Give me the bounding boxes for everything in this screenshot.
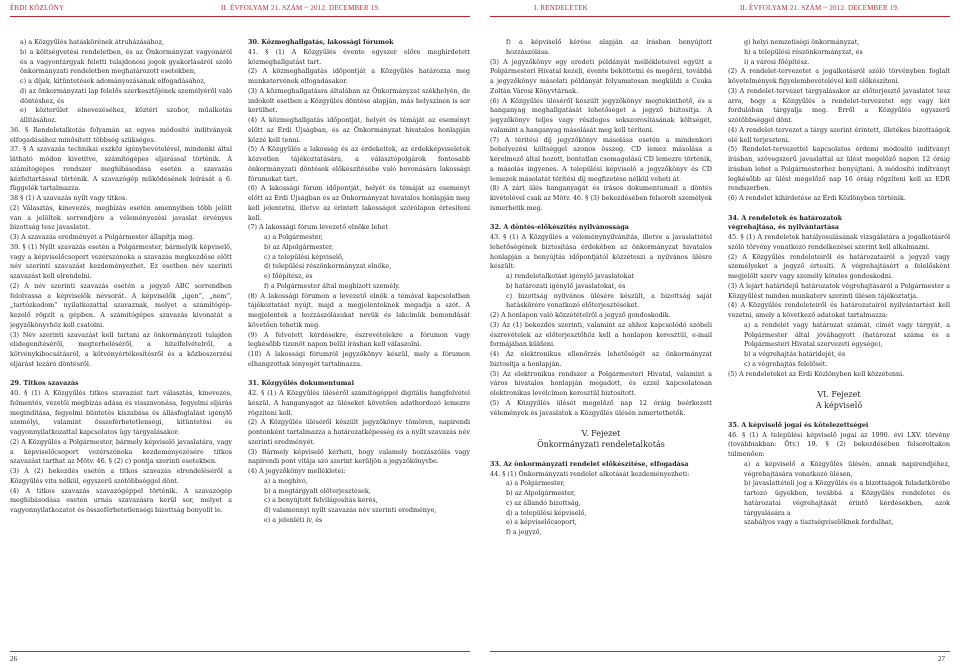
- text-column-3: [490, 38, 712, 646]
- paragraph: (2) A rendelet-tervezetet a jogalkotásról szóló törvényben foglalt követelmények figyelembevételével kell előkészíteni.: [728, 67, 950, 85]
- page-number: 26: [10, 655, 17, 663]
- spacer: [490, 418, 712, 428]
- paragraph: (10) A lakossági fórumról jegyzőkönyv készül, mely a fórumon elhangzottak lényegét tartalmazza.: [248, 350, 470, 368]
- paragraph: (4) A jegyzőkönyv mellékletei:: [248, 467, 346, 475]
- paragraph: 39. § (1) Nyílt szavazás esetén a Polgármester, bármelyik képviselő, vagy a képviselőcsoport vezérszónoka a szavazás megkezdése előtt név szerinti szavazást kezdeményezhet. Ez esetben név szerinti szavazást kell elrendelni.: [10, 242, 232, 280]
- publication-title: ÉRDI KÖZLÖNY: [10, 4, 65, 12]
- paragraph: 40. § (1) A Közgyűlés titkos szavazást tart választás, kinevezés, felmentés, vezetői megbízás adása és visszavonása, fegyelmi eljárás megindítása, fegyelmi büntetés kiszabása és állásfoglalást igénylő személyi, valamint összeférhetetlenségi, kitüntetési és vagyonnyilatkozattal kapcsolatos ügy tárgyalásakor.: [10, 389, 232, 436]
- paragraph: (4) A titkos szavazás szavazógéppel történik. A szavazógép meghibásodása esetén urnás szavazásra kerül sor, melyet a vagyonnyilatkozatot és összeférhetetlenségi bizottság bonyolít le.: [10, 486, 232, 514]
- paragraph: 36. § Rendeletalkotás folyamán az egyes módosító indítványok elfogadásához minősített többség szükséges.: [10, 125, 232, 144]
- chapter-heading: Önkormányzati rendeletalkotás: [537, 440, 665, 449]
- list-item: d) valamennyi nyílt szavazás név szerinti eredménye,: [264, 506, 437, 514]
- paragraph: 45. § (1) A rendeletek hatályosulásának vizsgálatára a jogalkotásról szóló törvény vonatkozó rendelkezései szerint kell alkalmazni.: [728, 233, 950, 251]
- paragraph: (8) A zárt ülés hanganyagát és írásos dokumentumait a döntés kivételével csak az Mötv. 46. § (3) bekezdésében felsorolt személyek ismerhetik meg.: [490, 184, 712, 212]
- list-item: a) rendeletalkotást igénylő javaslatokat: [506, 272, 634, 280]
- section-heading: végrehajtása, és nyilvántartása: [728, 223, 839, 232]
- list-item: e) főépítész, és: [264, 272, 313, 280]
- list-item: f) a képviselő kérése alapján az írásban benyújtott hozzászólása.: [506, 38, 712, 56]
- text-column-4: [728, 38, 950, 646]
- spacer: [728, 411, 950, 421]
- paragraph: (4) A Közgyűlés rendeleteiről és határozatairól nyilvántartást kell vezetni, amely a következő adatokat tartalmazza:: [728, 301, 950, 319]
- paragraph: (2) A Közgyűlés a Polgármester, bármely képviselő javaslatára, vagy a képviselőcsoport vezérszónoka kezdeményezésére titkos szavazást tarthat az Mötv. 46. § (2) c) pontja szerinti esetekben.: [10, 437, 232, 466]
- spacer: [248, 370, 470, 380]
- paragraph: (3) A (2) bekezdés esetén a titkos szavazás elrendeléséről a Közgyűlés vita nélkül, egyszerű szótöbbséggel dönt.: [10, 467, 232, 485]
- list-item: a) a Polgármester,: [264, 233, 323, 241]
- list-item: b) határozati igénylő javaslatokat, és: [506, 281, 626, 290]
- list-item: h) a települési részönkormányzat, és: [744, 47, 863, 56]
- list-item: g) helyi nemzetiségi önkormányzat,: [744, 38, 860, 46]
- list-item: b) az Alpolgármester,: [506, 489, 576, 497]
- chapter-heading: V. Fejezet: [581, 429, 621, 438]
- list-item: e) a jelenléti ív, és: [264, 515, 323, 524]
- paragraph: (2) Választás, kinevezés, megbízás esetén amennyiben több jelölt van a jelöltek sorrendjére a véleményezési javaslat érvényes bizottság tesz javaslatot.: [10, 203, 232, 232]
- paragraph: (4) A rendelet-tervezet a tárgy szerint érintett, illetékes bizottságok elé kell terjeszteni.: [728, 125, 950, 144]
- spacer: [728, 204, 950, 214]
- list-item: a) a Polgármester,: [506, 479, 565, 488]
- paragraph: (3) Név szerinti szavazást kell tartani az önkormányzati tulajdon elidegenítéséről, megterheléséről, a hitelfelvételről, a kötvénykibocsátásról, a kötvényértékesítésről és a közbeszerzési eljárást lezáró döntésről.: [10, 330, 232, 368]
- paragraph: (2) A név szerinti szavazás esetén a jegyző ABC sorrendben felolvassa a képviselők névsorát. A képviselők „igen”, „nem”, „tartózkodom” nyilatkozattal szavaznak, melyet a számítógép-kezelő rögzít a gépben. A számítógépes szavazás kivonatát a jegyzőkönyvhöz kell csatolni.: [10, 281, 232, 329]
- paragraph: (3) A lejárt határidejű határozatok végrehajtásáról a Polgármester a Közgyűlést minden munkaterv szerinti ülésen tájékoztatja.: [728, 281, 950, 300]
- list-item: d) települési részönkormányzat elnöke,: [264, 262, 392, 271]
- paragraph: 41. § (1) A Közgyűlés évente egyszer előre meghirdetett közmeghallgatást tart.: [248, 47, 470, 66]
- paragraph: (8) A lakossági fórumon a levezető elnök a témával kapcsolatban tájékoztatást nyújt, majd a megjelenteknek megadja a szót. A megjelentek a hozzászólásukat nevük és lakcímük bemondását követően tehetik meg.: [248, 291, 470, 329]
- footer-rule: [490, 651, 950, 652]
- list-item: b) a megtárgyalt előterjesztések,: [264, 486, 371, 495]
- list-item: b) az Alpolgármester,: [264, 242, 334, 251]
- paragraph: (4) Az elektronikus ellenőrzés lehetőségét az önkormányzat biztosítja a honlapján.: [490, 350, 712, 368]
- chapter-heading: VI. Fejezet: [817, 390, 861, 399]
- section-heading: 34. A rendeletek és határozatok: [728, 213, 843, 222]
- right-page: [480, 0, 960, 668]
- paragraph: (4) A közmeghallgatás időpontját, helyét és témáját az eseményt előtt az Érdi Újságban, és az Önkormányzat hivatalos honlapján közzé kell tenni.: [248, 116, 470, 144]
- spacer: [10, 370, 232, 380]
- section-heading: 35. A képviselő jogai és kötelezettségei: [728, 420, 869, 429]
- list-item: c) a benyújtott felvilágosítás kérés,: [264, 496, 378, 505]
- paragraph: (2) A honlapon való közzétételről a jegyző gondoskodik.: [490, 311, 671, 319]
- list-item: a) a rendelet vagy határozat számát, címét vagy tárgyát, a Polgármester által jóváhagyott (határozat száma és a Polgármesteri Hivatal szervezeti egysége),: [744, 320, 950, 349]
- list-item: d) az önkormányzati lap felelős szerkesztőjének személyéről való döntéshez, és: [20, 86, 232, 105]
- list-item: i) a városi főépítész.: [744, 57, 810, 66]
- issue-info: II. ÉVFOLYAM 21. SZÁM ~ 2012. DECEMBER 19.: [221, 4, 381, 12]
- footer-rule: [10, 651, 470, 652]
- section-heading: 32. A döntés-előkészítés nyilvánossága: [490, 223, 629, 232]
- paragraph: (5) A Közgyűlés a lakosság és az érdekeltek, az érdekképviseletek közvetlen tájékoztatására, a választópolgárok fontosabb önkormányzati döntések előkészítésébe való bevonására lakossági fórumokat tart.: [248, 145, 470, 183]
- paragraph: (3) Az (1) bekezdés szerinti, valamint az ahhoz kapcsolódó szóbeli észrevételek az előterjesztőhöz kell a honlapon keresztül, e-mail formájában küldeni.: [490, 320, 712, 349]
- issue-info: II. ÉVFOLYAM 21. SZÁM ~ 2012. DECEMBER 19.: [740, 4, 900, 12]
- paragraph: (7) A térítési díj jegyzőkönyv másolása esetén a mindenkori behelyezési költséggel azonos összeg. CD lemez másolása a kérelmező által hozott, bontatlan csomagolású CD lemezre történik, a másolás ingyenes. A települési képviselő a jegyzőkönyv és CD lemezek másolatát térítési díj megfizetése nélkül veheti át.: [490, 135, 712, 183]
- paragraph: 46. § (1) A települési képviselő jogai az 1990. évi LXV. törvény (továbbiakban: Ötv.) 19. § (2) bekezdésében felsoroltakon túlmenően:: [728, 430, 950, 458]
- spacer: [728, 379, 950, 389]
- list-item: c) bizottság nyilvános ülésére készült, a bizottság saját hatáskörére vonatkozó előterjesztéseket.: [506, 291, 712, 310]
- list-item: c) a települési képviselő,: [264, 252, 344, 261]
- list-item: b) a végrehajtás határidejét, és: [744, 350, 846, 358]
- paragraph: (5) Rendelet-tervezettel kapcsolatos érdemi módosító indítványt írásban, szövegszerű javaslattal az ülést megelőző napon 12 óráig írásban lehet a Polgármesterhez benyújtani. A módosító indítványt legkésőbb az ülést megelőző nap 16 óráig rögzíteni kell az EDR rendszerben.: [728, 145, 950, 193]
- paragraph: (6) A lakossági fórum időpontját, helyét és témáját az eseményt előtt az Érdi Újságban és az Önkormányzat hivatalos honlapján meg kell jelentetni, illetve az érintett lakosságot szórólapon értesíteni kell.: [248, 184, 470, 222]
- list-item: c) a díjak, kitüntetések adományozásának elfogadásához,: [20, 77, 206, 85]
- list-item: c) az állandó bizottság,: [506, 498, 581, 507]
- text-column-1: [10, 38, 232, 646]
- paragraph: (6) A Közgyűlés üléséről készült jegyzőkönyv megtekinthető, és a hanganyag meghallgatását lehetőséget a jegyző biztosítja. A jegyzőkönyv teljes vagy részleges sokszorosításának költségét, valamint a hanganyag másolását meg kell téríteni.: [490, 96, 712, 134]
- paragraph: (5) A rendeleteket az Érdi Közlönyben kell közzétenni.: [728, 369, 905, 378]
- list-item: f) a Polgármester által megbízott személy.: [264, 281, 401, 290]
- paragraph: (6) A rendelet kihirdetése az Érdi Közlönyben történik.: [728, 194, 906, 202]
- left-page-header: [0, 4, 480, 16]
- list-item: a) a képviselő a Közgyűlés ülésén, annak napirendjéhez, végrehajtására vonatkozó ülésen,: [744, 459, 950, 478]
- list-item: e) a képviselőcsoport,: [506, 518, 577, 527]
- paragraph: 38 § (1) A szavazás nyílt vagy titkos.: [10, 194, 128, 202]
- section-title: I. RENDELETEK: [534, 4, 588, 12]
- section-heading: 30. Közmeghallgatás, lakossági fórumok: [248, 38, 394, 46]
- page-number: 27: [938, 655, 945, 663]
- paragraph: 44. § (1) Önkormányzati rendelet alkotását kezdeményezheti:: [490, 469, 690, 478]
- paragraph: 42. § (1) A Közgyűlés üléséről számítógéppel digitális hangfelvétel készül. A hanganyagot az üléseket követően adathordozó lemezre rögzíteni kell.: [248, 389, 470, 417]
- list-item: f) a jegyző,: [506, 528, 542, 536]
- header-rule: [10, 16, 470, 17]
- paragraph: (3) Bármely képviselő kérheti, hogy valamely hozzászólás vagy napirendi pont vitája szó szerint kerüljön a jegyzőkönyvbe.: [248, 447, 470, 466]
- list-item: b) a költségvetési rendeletben, és az Önkormányzat vagyonáról és a vagyontárgyak feletti tulajdonosi jogok gyakorlásáról szóló önkormányzati rendeletben meghatározott esetekben,: [20, 47, 232, 76]
- list-item: c) a végrehajtás felelősét.: [744, 359, 828, 368]
- text-column-2: [248, 38, 470, 646]
- paragraph: 37. § A szavazás technikai eszköz igénybevételével, mindenki által látható módon kivetítve, számítógépes eljárással történik. A számítógépes rendszer meghibásodása esetén a szavazás kézfeltartással történik. A szavazógép működésének leírását a 6. függelék tartalmazza.: [10, 145, 232, 193]
- section-heading: 29. Titkos szavazás: [10, 379, 79, 388]
- paragraph: (5) Az elektronikus rendszer a Polgármesteri Hivatal, valamint a város hivatalos honlapján megadott, és ezzel kapcsolatosan elektronikus levélcímen keresztül biztosított.: [490, 369, 712, 397]
- paragraph: (3) A közmeghallgatásra általában az Önkormányzat székhelyén, de indokolt esetben a Közgyűlés döntése alapján, más helyszínen is sor kerülhet.: [248, 86, 470, 115]
- paragraph: (5) A Közgyűlés ülését megelőző nap 12 óráig beérkezett vélemények és javaslatok a Közgyűlés ülésén ismertethetők.: [490, 398, 712, 417]
- right-page-header: [480, 4, 960, 16]
- paragraph: (2) A Közgyűlés rendeleteiről és határozatairól a jegyző vagy személyeket a jegyző értesíti. A végrehajtásért a felelősként megjelölt szerv vagy személy köteles gondoskodni.: [728, 252, 950, 280]
- chapter-heading: A képviselő: [815, 401, 863, 410]
- spacer: [490, 214, 712, 224]
- paragraph: (2) A Közgyűlés üléséről készült jegyzőkönyv tömören, napirendi pontonként tartalmazza a határozatképesség és a nyílt szavazás név szerinti eredményét.: [248, 418, 470, 446]
- paragraph: (9) A felvetett kérdésekre, észrevételekre a fórumon vagy legkésőbb tizenöt napon belül írásban kell válaszolni.: [248, 330, 470, 349]
- list-item: d) a települési képviselő,: [506, 508, 587, 517]
- paragraph: 43. § (1) A Közgyűlés a véleménynyilvánítás, illetve a javaslattétel lehetőségének biztosítása érdekében az önkormányzat hivatalos honlapján a benyújtás időpontjától közzéteszi a nyilvános ülésre készült:: [490, 233, 712, 271]
- section-heading: 31. Közgyűlés dokumentumai: [248, 379, 355, 388]
- spacer: [490, 450, 712, 460]
- list-item: a) a Közgyűlés hatáskörének átruházásához,: [20, 38, 164, 46]
- paragraph: (5) A jegyzőkönyv egy eredeti példányát mellékleteivel együtt a Polgármesteri Hivatal kezeli, évente beköttetni és megőrzi, továbbá a jegyzőkönyv másolati példányát folyamatosan megküldi a Csuka Zoltán Városi Könyvtárnak.: [490, 57, 712, 95]
- header-rule: [490, 16, 950, 17]
- paragraph: (3) A rendelet-tervezet tárgyalásakor az előterjesztő javaslatot tesz arra, hogy a Közgyűlés a rendelet-tervezetet egy vagy két fordulóban tárgyalja meg. Erről a Közgyűlés egyszerű szótöbbséggel dönt.: [728, 86, 950, 124]
- paragraph: (3) A szavazás eredményét a Polgármester állapítja meg.: [10, 233, 195, 241]
- list-item: b) javaslattételi jog a Közgyűlés és a bizottságok feladatkörébe tartozó ügyekben, továbbá a Közgyűlés rendeletei és határozatai végrehajtását érintő kérdésekben, azok tárgyalására a: [744, 479, 950, 517]
- list-item: e) közterület elnevezéséhez, köztéri szobor, műalkotás állításához.: [20, 106, 232, 124]
- section-heading: 33. Az önkormányzati rendelet előkészítése, elfogadása: [490, 459, 689, 468]
- list-item: a) a meghívó,: [264, 476, 308, 485]
- paragraph: (7) A lakossági fórum levezető elnöke lehet: [248, 223, 388, 232]
- paragraph: (2) A közmeghallgatás időpontját a Közgyűlés határozza meg munkatervének elfogadásakor.: [248, 67, 470, 85]
- list-item: szabályos vagy a tisztségviselőknek fordulhat,: [744, 518, 894, 527]
